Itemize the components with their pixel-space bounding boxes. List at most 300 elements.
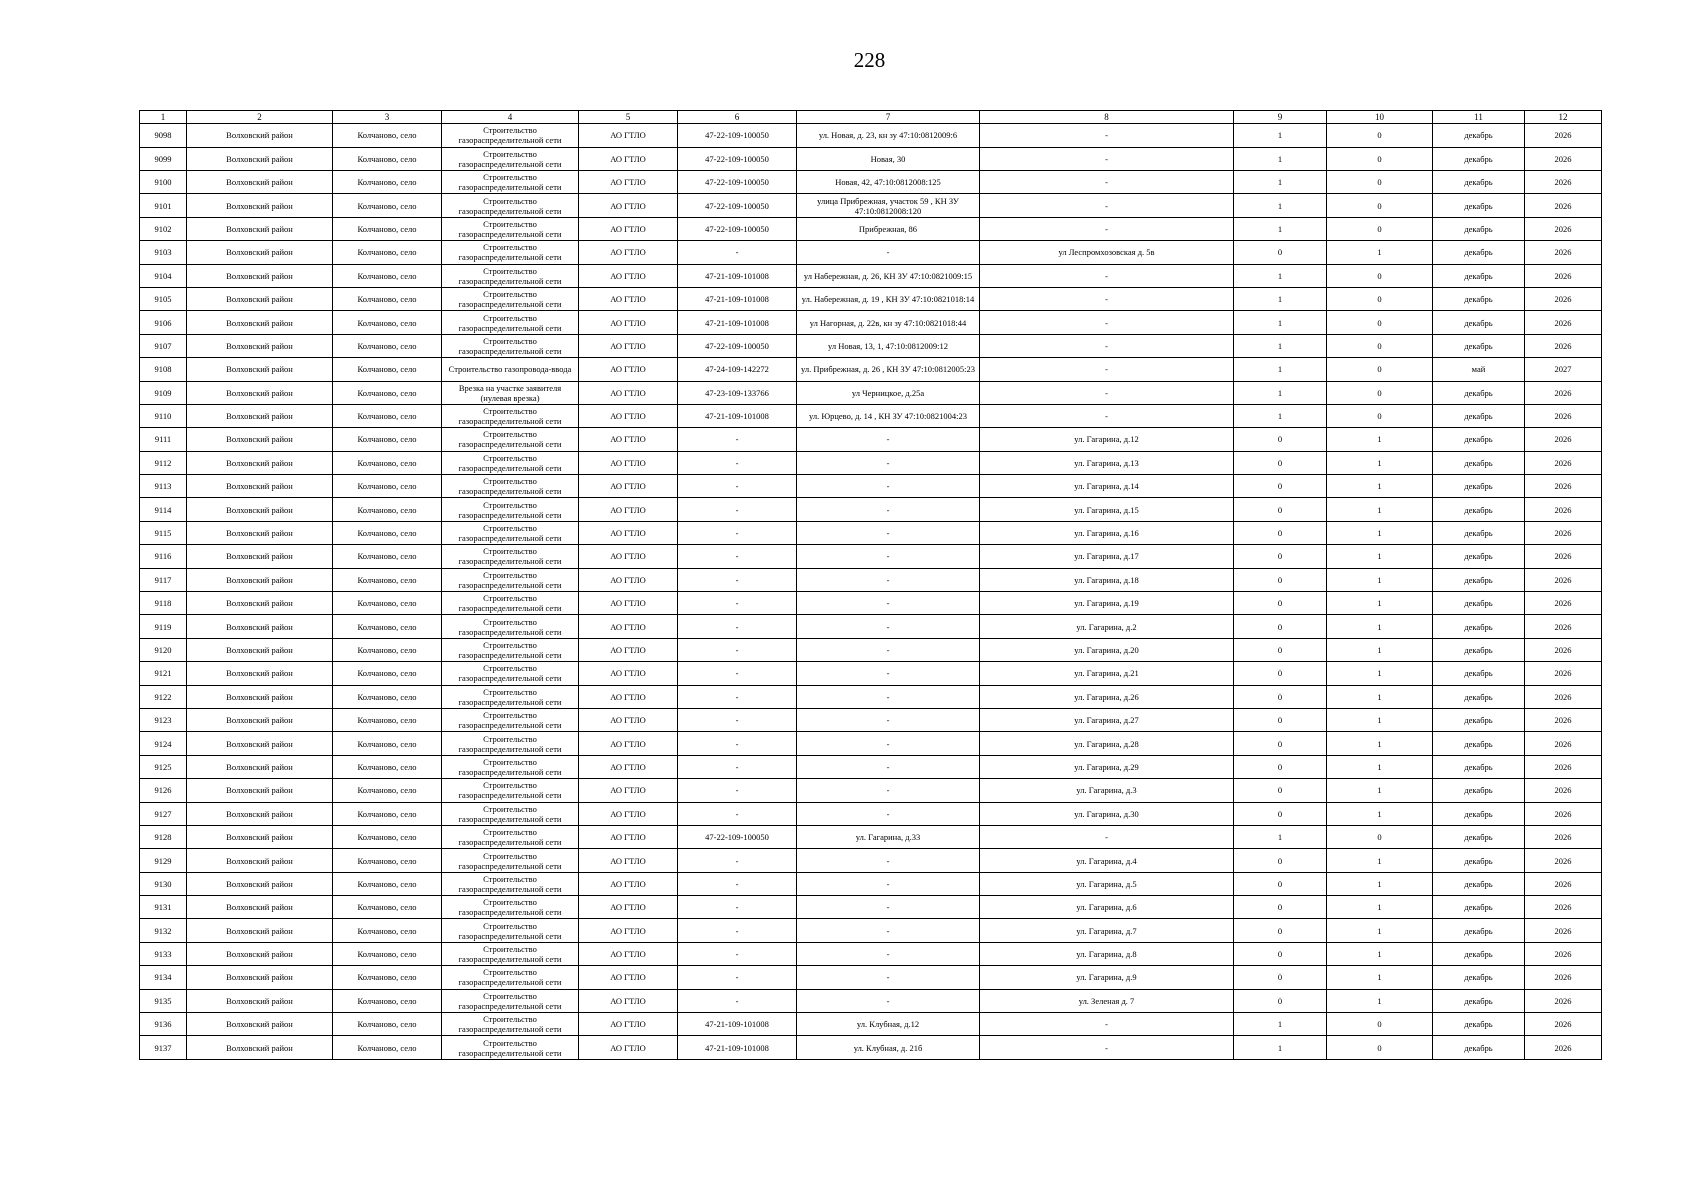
district-cell: Волховский район <box>187 685 333 708</box>
district-cell: Волховский район <box>187 241 333 264</box>
count-a-cell: 0 <box>1234 966 1327 989</box>
year-cell: 2026 <box>1525 896 1602 919</box>
row-number-cell: 9125 <box>140 755 187 778</box>
row-number-cell: 9129 <box>140 849 187 872</box>
settlement-cell: Колчаново, село <box>333 311 442 334</box>
count-a-cell: 0 <box>1234 708 1327 731</box>
table-row <box>140 802 1602 825</box>
row-number-cell: 9132 <box>140 919 187 942</box>
count-a-cell: 0 <box>1234 989 1327 1012</box>
table-row <box>140 708 1602 731</box>
organization-cell: АО ГТЛО <box>579 919 678 942</box>
organization-cell: АО ГТЛО <box>579 241 678 264</box>
work-type-cell: Строительство газораспределительной сети <box>442 849 579 872</box>
address-application-cell: ул Новая, 13, 1, 47:10:0812009:12 <box>797 334 980 357</box>
work-type-cell: Строительство газораспределительной сети <box>442 498 579 521</box>
organization-cell: АО ГТЛО <box>579 264 678 287</box>
count-a-cell: 0 <box>1234 942 1327 965</box>
year-cell: 2026 <box>1525 147 1602 170</box>
table-row <box>140 615 1602 638</box>
address-application-cell: ул Нагорная, д. 22в, кн зу 47:10:0821018:44 <box>797 311 980 334</box>
address-application-cell: ул. Юрцево, д. 14 , КН ЗУ 47:10:0821004:23 <box>797 404 980 427</box>
program-code-cell: 47-21-109-101008 <box>678 404 797 427</box>
work-type-cell: Строительство газораспределительной сети <box>442 966 579 989</box>
district-cell: Волховский район <box>187 849 333 872</box>
count-b-cell: 0 <box>1327 358 1433 381</box>
year-cell: 2026 <box>1525 872 1602 895</box>
address-application-cell: - <box>797 475 980 498</box>
year-cell: 2026 <box>1525 334 1602 357</box>
count-a-cell: 1 <box>1234 1036 1327 1059</box>
organization-cell: АО ГТЛО <box>579 755 678 778</box>
settlement-cell: Колчаново, село <box>333 264 442 287</box>
count-a-cell: 0 <box>1234 568 1327 591</box>
organization-cell: АО ГТЛО <box>579 381 678 404</box>
work-type-cell: Строительство газораспределительной сети <box>442 872 579 895</box>
address-object-cell: ул. Гагарина, д.5 <box>980 872 1234 895</box>
settlement-cell: Колчаново, село <box>333 989 442 1012</box>
organization-cell: АО ГТЛО <box>579 1013 678 1036</box>
count-a-cell: 1 <box>1234 264 1327 287</box>
organization-cell: АО ГТЛО <box>579 989 678 1012</box>
settlement-cell: Колчаново, село <box>333 592 442 615</box>
address-object-cell: ул. Гагарина, д.3 <box>980 779 1234 802</box>
count-b-cell: 1 <box>1327 662 1433 685</box>
row-number-cell: 9105 <box>140 287 187 310</box>
address-object-cell: - <box>980 311 1234 334</box>
address-object-cell: ул. Гагарина, д.6 <box>980 896 1234 919</box>
table-row <box>140 381 1602 404</box>
program-code-cell: 47-21-109-101008 <box>678 1013 797 1036</box>
district-cell: Волховский район <box>187 428 333 451</box>
address-application-cell: - <box>797 732 980 755</box>
address-application-cell: Новая, 30 <box>797 147 980 170</box>
address-object-cell: ул. Гагарина, д.30 <box>980 802 1234 825</box>
table-row <box>140 872 1602 895</box>
address-application-cell: - <box>797 872 980 895</box>
settlement-cell: Колчаново, село <box>333 896 442 919</box>
settlement-cell: Колчаново, село <box>333 638 442 661</box>
year-cell: 2026 <box>1525 966 1602 989</box>
settlement-cell: Колчаново, село <box>333 334 442 357</box>
count-b-cell: 1 <box>1327 849 1433 872</box>
month-cell: декабрь <box>1433 1036 1525 1059</box>
district-cell: Волховский район <box>187 147 333 170</box>
organization-cell: АО ГТЛО <box>579 802 678 825</box>
address-application-cell: ул. Клубная, д.12 <box>797 1013 980 1036</box>
count-b-cell: 1 <box>1327 942 1433 965</box>
program-code-cell: - <box>678 755 797 778</box>
address-object-cell: - <box>980 170 1234 193</box>
organization-cell: АО ГТЛО <box>579 568 678 591</box>
settlement-cell: Колчаново, село <box>333 732 442 755</box>
address-application-cell: - <box>797 241 980 264</box>
organization-cell: АО ГТЛО <box>579 358 678 381</box>
count-a-cell: 0 <box>1234 919 1327 942</box>
address-application-cell: ул. Новая, д. 23, кн зу 47:10:0812009:6 <box>797 124 980 148</box>
column-header-6: 6 <box>678 111 797 124</box>
count-b-cell: 1 <box>1327 521 1433 544</box>
program-code-cell: 47-21-109-101008 <box>678 1036 797 1059</box>
table-row <box>140 919 1602 942</box>
settlement-cell: Колчаново, село <box>333 451 442 474</box>
settlement-cell: Колчаново, село <box>333 685 442 708</box>
month-cell: декабрь <box>1433 989 1525 1012</box>
work-type-cell: Строительство газораспределительной сети <box>442 592 579 615</box>
row-number-cell: 9102 <box>140 217 187 240</box>
organization-cell: АО ГТЛО <box>579 779 678 802</box>
work-type-cell: Строительство газораспределительной сети <box>442 194 579 217</box>
row-number-cell: 9114 <box>140 498 187 521</box>
district-cell: Волховский район <box>187 170 333 193</box>
address-application-cell: - <box>797 896 980 919</box>
district-cell: Волховский район <box>187 545 333 568</box>
count-a-cell: 0 <box>1234 755 1327 778</box>
settlement-cell: Колчаново, село <box>333 194 442 217</box>
count-b-cell: 1 <box>1327 779 1433 802</box>
month-cell: декабрь <box>1433 662 1525 685</box>
table-row <box>140 1013 1602 1036</box>
month-cell: декабрь <box>1433 451 1525 474</box>
address-object-cell: - <box>980 381 1234 404</box>
count-a-cell: 0 <box>1234 592 1327 615</box>
year-cell: 2026 <box>1525 498 1602 521</box>
count-b-cell: 0 <box>1327 147 1433 170</box>
settlement-cell: Колчаново, село <box>333 872 442 895</box>
table-row <box>140 264 1602 287</box>
table-row <box>140 475 1602 498</box>
address-application-cell: ул. Клубная, д. 21б <box>797 1036 980 1059</box>
settlement-cell: Колчаново, село <box>333 615 442 638</box>
settlement-cell: Колчаново, село <box>333 217 442 240</box>
address-object-cell: ул. Гагарина, д.27 <box>980 708 1234 731</box>
count-b-cell: 1 <box>1327 966 1433 989</box>
month-cell: декабрь <box>1433 521 1525 544</box>
address-application-cell: - <box>797 755 980 778</box>
column-header-12: 12 <box>1525 111 1602 124</box>
table-row <box>140 545 1602 568</box>
work-type-cell: Строительство газораспределительной сети <box>442 685 579 708</box>
count-b-cell: 1 <box>1327 755 1433 778</box>
program-code-cell: - <box>678 498 797 521</box>
table-row <box>140 592 1602 615</box>
month-cell: декабрь <box>1433 802 1525 825</box>
count-b-cell: 1 <box>1327 498 1433 521</box>
program-code-cell: - <box>678 896 797 919</box>
settlement-cell: Колчаново, село <box>333 1013 442 1036</box>
year-cell: 2026 <box>1525 592 1602 615</box>
month-cell: декабрь <box>1433 966 1525 989</box>
row-number-cell: 9134 <box>140 966 187 989</box>
program-code-cell: - <box>678 241 797 264</box>
count-b-cell: 1 <box>1327 475 1433 498</box>
count-b-cell: 0 <box>1327 1036 1433 1059</box>
year-cell: 2026 <box>1525 615 1602 638</box>
table-row <box>140 498 1602 521</box>
district-cell: Волховский район <box>187 662 333 685</box>
table-row <box>140 241 1602 264</box>
table-row <box>140 1036 1602 1059</box>
program-code-cell: - <box>678 545 797 568</box>
row-number-cell: 9130 <box>140 872 187 895</box>
row-number-cell: 9101 <box>140 194 187 217</box>
year-cell: 2026 <box>1525 170 1602 193</box>
month-cell: декабрь <box>1433 1013 1525 1036</box>
settlement-cell: Колчаново, село <box>333 802 442 825</box>
count-a-cell: 0 <box>1234 662 1327 685</box>
program-code-cell: - <box>678 942 797 965</box>
district-cell: Волховский район <box>187 779 333 802</box>
organization-cell: АО ГТЛО <box>579 685 678 708</box>
organization-cell: АО ГТЛО <box>579 451 678 474</box>
address-application-cell: - <box>797 638 980 661</box>
count-b-cell: 0 <box>1327 287 1433 310</box>
organization-cell: АО ГТЛО <box>579 475 678 498</box>
organization-cell: АО ГТЛО <box>579 849 678 872</box>
count-b-cell: 1 <box>1327 615 1433 638</box>
district-cell: Волховский район <box>187 942 333 965</box>
table-row <box>140 755 1602 778</box>
district-cell: Волховский район <box>187 732 333 755</box>
count-b-cell: 1 <box>1327 568 1433 591</box>
program-code-cell: - <box>678 685 797 708</box>
month-cell: декабрь <box>1433 592 1525 615</box>
table-row <box>140 825 1602 848</box>
year-cell: 2026 <box>1525 264 1602 287</box>
table-row <box>140 732 1602 755</box>
year-cell: 2026 <box>1525 849 1602 872</box>
count-a-cell: 0 <box>1234 872 1327 895</box>
year-cell: 2026 <box>1525 545 1602 568</box>
district-cell: Волховский район <box>187 919 333 942</box>
settlement-cell: Колчаново, село <box>333 498 442 521</box>
address-application-cell: - <box>797 685 980 708</box>
program-code-cell: 47-21-109-101008 <box>678 264 797 287</box>
address-object-cell: ул. Гагарина, д.8 <box>980 942 1234 965</box>
row-number-cell: 9123 <box>140 708 187 731</box>
month-cell: декабрь <box>1433 615 1525 638</box>
count-b-cell: 0 <box>1327 1013 1433 1036</box>
table-row <box>140 779 1602 802</box>
address-application-cell: Прибрежная, 86 <box>797 217 980 240</box>
settlement-cell: Колчаново, село <box>333 919 442 942</box>
year-cell: 2026 <box>1525 1013 1602 1036</box>
district-cell: Волховский район <box>187 521 333 544</box>
organization-cell: АО ГТЛО <box>579 498 678 521</box>
program-code-cell: 47-22-109-100050 <box>678 217 797 240</box>
year-cell: 2026 <box>1525 568 1602 591</box>
work-type-cell: Строительство газораспределительной сети <box>442 825 579 848</box>
settlement-cell: Колчаново, село <box>333 475 442 498</box>
organization-cell: АО ГТЛО <box>579 708 678 731</box>
year-cell: 2026 <box>1525 708 1602 731</box>
month-cell: декабрь <box>1433 241 1525 264</box>
organization-cell: АО ГТЛО <box>579 872 678 895</box>
row-number-cell: 9128 <box>140 825 187 848</box>
organization-cell: АО ГТЛО <box>579 404 678 427</box>
month-cell: декабрь <box>1433 217 1525 240</box>
table-row <box>140 451 1602 474</box>
row-number-cell: 9103 <box>140 241 187 264</box>
district-cell: Волховский район <box>187 451 333 474</box>
table-row <box>140 194 1602 217</box>
work-type-cell: Строительство газораспределительной сети <box>442 475 579 498</box>
address-application-cell: - <box>797 662 980 685</box>
table-row <box>140 942 1602 965</box>
settlement-cell: Колчаново, село <box>333 358 442 381</box>
program-code-cell: - <box>678 802 797 825</box>
organization-cell: АО ГТЛО <box>579 966 678 989</box>
count-b-cell: 1 <box>1327 428 1433 451</box>
month-cell: декабрь <box>1433 194 1525 217</box>
address-object-cell: ул. Гагарина, д.21 <box>980 662 1234 685</box>
month-cell: декабрь <box>1433 334 1525 357</box>
count-b-cell: 1 <box>1327 989 1433 1012</box>
address-object-cell: ул. Гагарина, д.28 <box>980 732 1234 755</box>
settlement-cell: Колчаново, село <box>333 521 442 544</box>
address-object-cell: ул. Гагарина, д.16 <box>980 521 1234 544</box>
program-code-cell: 47-22-109-100050 <box>678 170 797 193</box>
year-cell: 2026 <box>1525 311 1602 334</box>
address-application-cell: ул. Прибрежная, д. 26 , КН ЗУ 47:10:0812005:23 <box>797 358 980 381</box>
settlement-cell: Колчаново, село <box>333 287 442 310</box>
row-number-cell: 9112 <box>140 451 187 474</box>
settlement-cell: Колчаново, село <box>333 381 442 404</box>
month-cell: декабрь <box>1433 287 1525 310</box>
month-cell: декабрь <box>1433 708 1525 731</box>
count-b-cell: 1 <box>1327 872 1433 895</box>
year-cell: 2026 <box>1525 825 1602 848</box>
count-b-cell: 0 <box>1327 381 1433 404</box>
column-header-9: 9 <box>1234 111 1327 124</box>
address-object-cell: - <box>980 358 1234 381</box>
work-type-cell: Строительство газораспределительной сети <box>442 989 579 1012</box>
row-number-cell: 9118 <box>140 592 187 615</box>
count-b-cell: 1 <box>1327 241 1433 264</box>
program-code-cell: 47-22-109-100050 <box>678 194 797 217</box>
district-cell: Волховский район <box>187 989 333 1012</box>
work-type-cell: Строительство газораспределительной сети <box>442 521 579 544</box>
organization-cell: АО ГТЛО <box>579 732 678 755</box>
count-b-cell: 1 <box>1327 545 1433 568</box>
row-number-cell: 9135 <box>140 989 187 1012</box>
table-row <box>140 896 1602 919</box>
table-row <box>140 638 1602 661</box>
program-code-cell: - <box>678 779 797 802</box>
organization-cell: АО ГТЛО <box>579 428 678 451</box>
row-number-cell: 9107 <box>140 334 187 357</box>
table-row <box>140 404 1602 427</box>
count-b-cell: 0 <box>1327 311 1433 334</box>
table-row <box>140 217 1602 240</box>
work-type-cell: Строительство газораспределительной сети <box>442 896 579 919</box>
address-object-cell: ул. Гагарина, д.29 <box>980 755 1234 778</box>
year-cell: 2026 <box>1525 194 1602 217</box>
count-a-cell: 0 <box>1234 849 1327 872</box>
organization-cell: АО ГТЛО <box>579 1036 678 1059</box>
program-code-cell: - <box>678 568 797 591</box>
year-cell: 2026 <box>1525 802 1602 825</box>
work-type-cell: Строительство газораспределительной сети <box>442 1013 579 1036</box>
column-header-1: 1 <box>140 111 187 124</box>
table-row <box>140 662 1602 685</box>
month-cell: декабрь <box>1433 849 1525 872</box>
address-application-cell: ул. Гагарина, д.33 <box>797 825 980 848</box>
year-cell: 2026 <box>1525 404 1602 427</box>
row-number-cell: 9104 <box>140 264 187 287</box>
district-cell: Волховский район <box>187 592 333 615</box>
district-cell: Волховский район <box>187 264 333 287</box>
work-type-cell: Строительство газораспределительной сети <box>442 779 579 802</box>
count-b-cell: 1 <box>1327 592 1433 615</box>
settlement-cell: Колчаново, село <box>333 849 442 872</box>
settlement-cell: Колчаново, село <box>333 568 442 591</box>
program-code-cell: - <box>678 966 797 989</box>
month-cell: декабрь <box>1433 475 1525 498</box>
work-type-cell: Строительство газораспределительной сети <box>442 287 579 310</box>
organization-cell: АО ГТЛО <box>579 896 678 919</box>
work-type-cell: Строительство газораспределительной сети <box>442 217 579 240</box>
district-cell: Волховский район <box>187 615 333 638</box>
organization-cell: АО ГТЛО <box>579 170 678 193</box>
work-type-cell: Строительство газораспределительной сети <box>442 1036 579 1059</box>
program-code-cell: - <box>678 475 797 498</box>
count-a-cell: 0 <box>1234 638 1327 661</box>
organization-cell: АО ГТЛО <box>579 521 678 544</box>
month-cell: декабрь <box>1433 147 1525 170</box>
count-b-cell: 1 <box>1327 919 1433 942</box>
organization-cell: АО ГТЛО <box>579 638 678 661</box>
row-number-cell: 9113 <box>140 475 187 498</box>
count-b-cell: 1 <box>1327 638 1433 661</box>
year-cell: 2026 <box>1525 942 1602 965</box>
work-type-cell: Строительство газораспределительной сети <box>442 124 579 148</box>
program-code-cell: 47-24-109-142272 <box>678 358 797 381</box>
count-a-cell: 0 <box>1234 732 1327 755</box>
count-b-cell: 1 <box>1327 708 1433 731</box>
district-cell: Волховский район <box>187 334 333 357</box>
year-cell: 2026 <box>1525 779 1602 802</box>
address-application-cell: - <box>797 802 980 825</box>
count-b-cell: 0 <box>1327 825 1433 848</box>
program-code-cell: 47-21-109-101008 <box>678 287 797 310</box>
address-object-cell: - <box>980 404 1234 427</box>
count-a-cell: 1 <box>1234 404 1327 427</box>
settlement-cell: Колчаново, село <box>333 428 442 451</box>
program-code-cell: - <box>678 849 797 872</box>
work-type-cell: Строительство газораспределительной сети <box>442 802 579 825</box>
district-cell: Волховский район <box>187 194 333 217</box>
count-a-cell: 1 <box>1234 311 1327 334</box>
address-object-cell: - <box>980 147 1234 170</box>
month-cell: декабрь <box>1433 732 1525 755</box>
district-cell: Волховский район <box>187 802 333 825</box>
count-a-cell: 0 <box>1234 802 1327 825</box>
address-object-cell: ул. Гагарина, д.12 <box>980 428 1234 451</box>
row-number-cell: 9122 <box>140 685 187 708</box>
year-cell: 2027 <box>1525 358 1602 381</box>
row-number-cell: 9098 <box>140 124 187 148</box>
table-row <box>140 428 1602 451</box>
address-application-cell: ул. Набережная, д. 19 , КН ЗУ 47:10:0821018:14 <box>797 287 980 310</box>
district-cell: Волховский район <box>187 872 333 895</box>
organization-cell: АО ГТЛО <box>579 147 678 170</box>
address-application-cell: улица Прибрежная, участок 59 , КН ЗУ 47:10:0812008:120 <box>797 194 980 217</box>
count-b-cell: 0 <box>1327 124 1433 148</box>
address-object-cell: ул. Гагарина, д.4 <box>980 849 1234 872</box>
district-cell: Волховский район <box>187 311 333 334</box>
month-cell: декабрь <box>1433 124 1525 148</box>
